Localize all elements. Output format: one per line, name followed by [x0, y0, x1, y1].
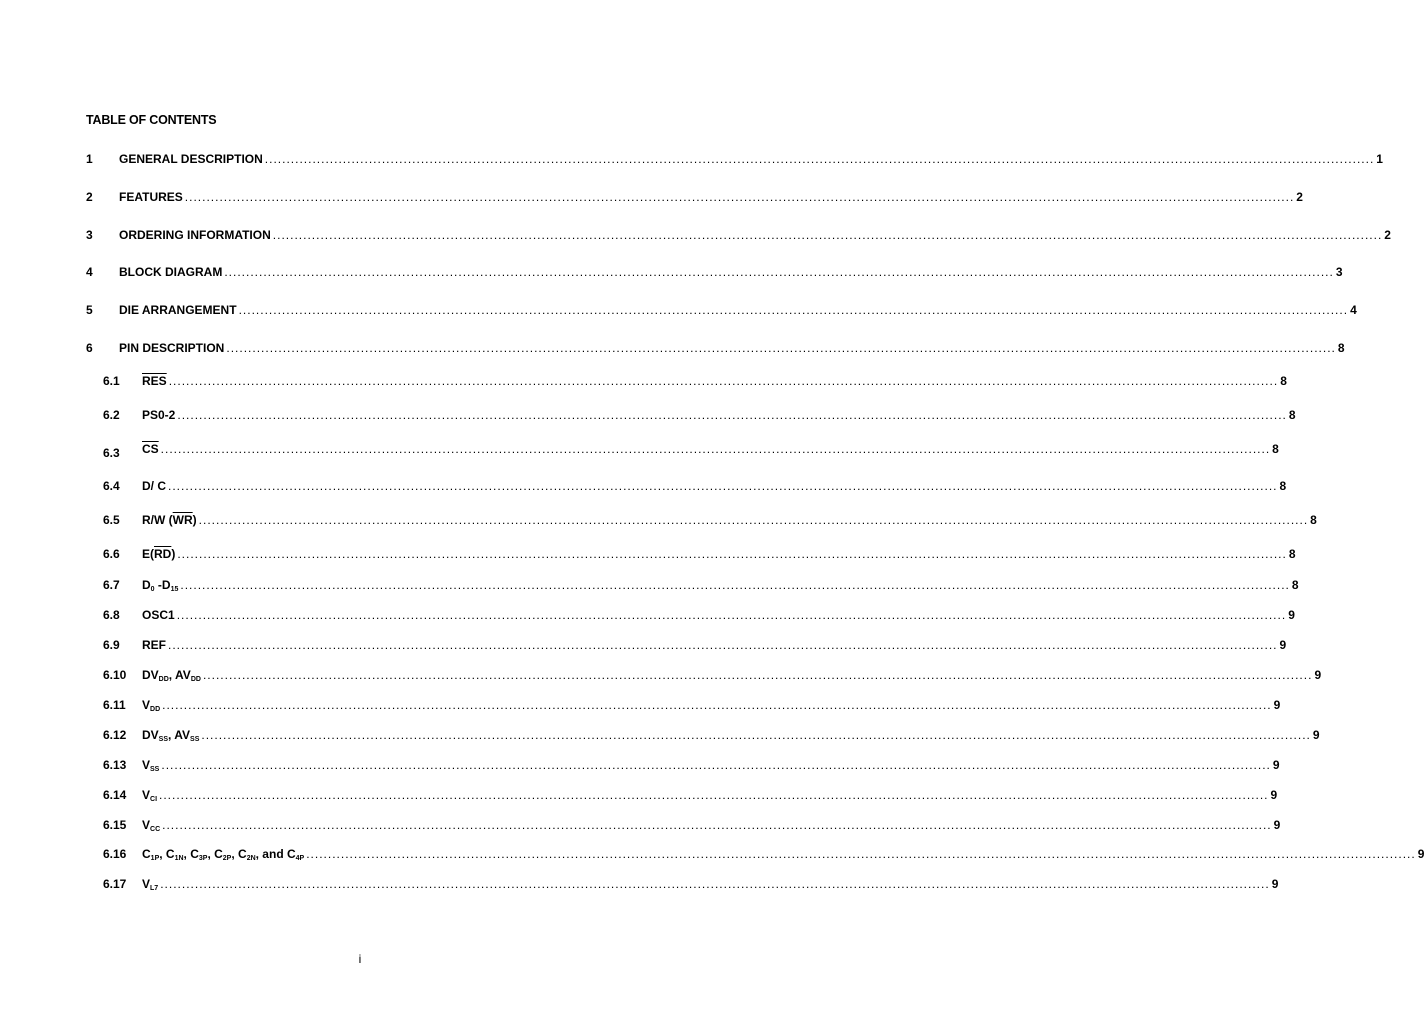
subscript: DD	[150, 706, 161, 713]
entry-number: 6.15	[103, 818, 127, 832]
entry-page: 1	[1376, 152, 1383, 166]
entry-number: 1	[86, 152, 93, 166]
toc-entry-6-14[interactable]	[103, 784, 1278, 803]
label-text: V	[142, 818, 151, 832]
dot-leader: ................................................................................................................................................................................................................................................................	[168, 479, 1278, 493]
label-text: , C	[183, 847, 199, 861]
toc-entry-6-3[interactable]	[103, 438, 1279, 460]
dot-leader: ................................................................................................................................................................................................................................................................	[306, 847, 1416, 861]
label-text: C	[142, 847, 151, 861]
label-text: , C	[207, 847, 223, 861]
dot-leader: ................................................................................................................................................................................................................................................................	[177, 408, 1287, 422]
toc-entry-6-12[interactable]	[103, 724, 1320, 743]
entry-page: 8	[1288, 408, 1296, 422]
entry-page: 2	[1384, 228, 1391, 242]
dot-leader: ................................................................................................................................................................................................................................................................	[176, 608, 1287, 622]
entry-label	[142, 547, 175, 561]
dot-leader: ................................................................................................................................................................................................................................................................	[159, 788, 1269, 802]
subscript: 15	[170, 586, 179, 593]
entry-number: 3	[86, 228, 93, 242]
entry-page: 9	[1288, 608, 1295, 622]
dot-leader: ................................................................................................................................................................................................................................................................	[226, 341, 1336, 355]
entry-label: FEATURES	[119, 190, 183, 204]
subscript: DD	[158, 676, 169, 683]
toc-entry-6-4[interactable]	[103, 475, 1287, 493]
toc-entry-6-9[interactable]	[103, 634, 1287, 652]
dot-leader: ................................................................................................................................................................................................................................................................	[168, 638, 1278, 652]
entry-label	[142, 698, 160, 712]
label-text: V	[142, 758, 151, 772]
entry-page: 9	[1273, 698, 1281, 712]
entry-label: ORDERING INFORMATION	[119, 228, 271, 242]
subscript: 4P	[295, 855, 305, 862]
label-text: V	[142, 698, 151, 712]
entry-number: 6.2	[103, 408, 120, 422]
page-number-footer: i	[358, 952, 362, 966]
toc-entry-6-11[interactable]	[103, 694, 1281, 713]
toc-entry-4[interactable]	[86, 261, 1343, 279]
subscript: SS	[190, 736, 200, 743]
entry-label	[142, 758, 159, 772]
subscript: 3P	[198, 855, 208, 862]
entry-number: 5	[86, 303, 93, 317]
dot-leader: ................................................................................................................................................................................................................................................................	[162, 698, 1272, 712]
dot-leader: ................................................................................................................................................................................................................................................................	[180, 578, 1290, 592]
entry-label	[142, 638, 166, 652]
dot-leader: ................................................................................................................................................................................................................................................................	[224, 265, 1334, 279]
entry-number: 6.8	[103, 608, 120, 622]
entry-label	[142, 877, 158, 891]
subscript: SS	[158, 736, 169, 743]
dot-leader: ................................................................................................................................................................................................................................................................	[238, 303, 1349, 317]
label-text: D/ C	[142, 479, 166, 493]
toc-entry-6-1[interactable]	[103, 370, 1287, 388]
entry-page: 9	[1272, 758, 1280, 772]
entry-number: 6.10	[103, 668, 127, 682]
entry-page: 8	[1279, 479, 1287, 493]
entry-page: 8	[1280, 374, 1287, 388]
entry-number: 6.3	[103, 446, 120, 460]
entry-label	[142, 442, 159, 456]
entry-label	[142, 374, 167, 388]
label-text: PS0-2	[142, 408, 176, 422]
dot-leader: ................................................................................................................................................................................................................................................................	[264, 152, 1375, 166]
label-text: )	[171, 547, 176, 561]
label-text: , C	[159, 847, 175, 861]
subscript: 2N	[246, 855, 256, 862]
subscript: 1N	[174, 855, 184, 862]
toc-entry-1[interactable]	[86, 148, 1383, 166]
entry-label: DIE ARRANGEMENT	[119, 303, 237, 317]
toc-entry-6-8[interactable]	[103, 604, 1295, 622]
entry-number: 6.14	[103, 788, 127, 802]
label-text: )	[192, 513, 197, 527]
entry-number: 4	[86, 265, 93, 279]
subscript: L7	[150, 885, 159, 892]
entry-page: 9	[1417, 847, 1424, 861]
entry-label: PIN DESCRIPTION	[119, 341, 225, 355]
label-text: REF	[142, 638, 166, 652]
dot-leader: ................................................................................................................................................................................................................................................................	[162, 818, 1272, 832]
entry-label	[142, 513, 197, 527]
entry-label	[142, 608, 175, 622]
overline-signal: $\overline{WR}$	[172, 513, 193, 527]
toc-entry-6-2[interactable]	[103, 404, 1296, 422]
subscript: 2P	[222, 855, 232, 862]
toc-entry-6-5[interactable]	[103, 509, 1317, 527]
entry-label	[142, 818, 160, 832]
entry-number: 6.17	[103, 877, 127, 891]
toc-entry-6-17[interactable]	[103, 873, 1279, 892]
dot-leader: ................................................................................................................................................................................................................................................................	[160, 877, 1270, 891]
toc-entry-6-15[interactable]	[103, 814, 1281, 833]
dot-leader: ................................................................................................................................................................................................................................................................	[161, 758, 1271, 772]
entry-number: 6.12	[103, 728, 127, 742]
entry-number: 6.7	[103, 578, 120, 592]
entry-number: 2	[86, 190, 93, 204]
subscript: CI	[150, 796, 158, 803]
overline-signal: $\overline{RES}$	[142, 374, 167, 388]
subscript: 1P	[150, 855, 160, 862]
entry-label	[142, 788, 157, 802]
entry-label	[142, 668, 201, 682]
toc-entry-6-13[interactable]	[103, 754, 1280, 773]
label-text: V	[142, 788, 151, 802]
label-text: , AV	[168, 728, 191, 742]
entry-number: 6.11	[103, 698, 126, 712]
entry-page: 2	[1296, 190, 1303, 204]
entry-number: 6.1	[103, 374, 120, 388]
toc-entry-3[interactable]	[86, 224, 1391, 242]
entry-page: 9	[1270, 788, 1278, 802]
toc-title: TABLE OF CONTENTS	[86, 113, 217, 127]
entry-number: 6.9	[103, 638, 120, 652]
toc-entry-6[interactable]	[86, 337, 1345, 355]
entry-number: 6.16	[103, 847, 127, 861]
entry-label	[142, 578, 178, 592]
toc-entry-2[interactable]	[86, 186, 1303, 204]
entry-label	[142, 728, 199, 742]
label-text: DV	[142, 668, 159, 682]
dot-leader: ................................................................................................................................................................................................................................................................	[202, 668, 1313, 682]
entry-page: 9	[1314, 668, 1322, 682]
entry-label: BLOCK DIAGRAM	[119, 265, 223, 279]
dot-leader: ................................................................................................................................................................................................................................................................	[201, 728, 1311, 742]
entry-page: 8	[1288, 547, 1296, 561]
dot-leader: ................................................................................................................................................................................................................................................................	[272, 228, 1383, 242]
entry-number: 6	[86, 341, 93, 355]
entry-page: 9	[1312, 728, 1320, 742]
overline-signal: $\overline{CS}$	[142, 442, 159, 456]
entry-label	[142, 479, 166, 493]
entry-page: 3	[1335, 265, 1343, 279]
label-text: D	[142, 578, 151, 592]
toc-entry-6-10[interactable]	[103, 664, 1322, 683]
toc-entry-6-7[interactable]	[103, 574, 1299, 593]
entry-page: 8	[1337, 341, 1345, 355]
toc-entry-6-16[interactable]	[103, 843, 1424, 862]
label-text: , and C	[255, 847, 296, 861]
label-text: -D	[154, 578, 171, 592]
label-text: E(	[142, 547, 154, 561]
label-text: DV	[142, 728, 159, 742]
entry-page: 9	[1273, 818, 1281, 832]
label-text: R/W (	[142, 513, 173, 527]
entry-number: 6.13	[103, 758, 127, 772]
entry-label: GENERAL DESCRIPTION	[119, 152, 263, 166]
entry-page: 9	[1279, 638, 1287, 652]
entry-label	[142, 408, 175, 422]
entry-page: 8	[1310, 513, 1317, 527]
dot-leader: ................................................................................................................................................................................................................................................................	[160, 442, 1271, 456]
dot-leader: ................................................................................................................................................................................................................................................................	[168, 374, 1279, 388]
label-text: , AV	[168, 668, 191, 682]
dot-leader: ................................................................................................................................................................................................................................................................	[177, 547, 1287, 561]
entry-page: 9	[1271, 877, 1279, 891]
dot-leader: ................................................................................................................................................................................................................................................................	[184, 190, 1295, 204]
subscript: CC	[150, 826, 161, 833]
label-text: OSC1	[142, 608, 175, 622]
subscript: SS	[150, 766, 160, 773]
toc-entry-5[interactable]	[86, 299, 1357, 317]
entry-number: 6.5	[103, 513, 120, 527]
subscript: DD	[190, 676, 201, 683]
overline-signal: $\overline{RD}$	[154, 547, 172, 561]
toc-entry-6-6[interactable]	[103, 543, 1296, 561]
label-text: , C	[231, 847, 247, 861]
entry-number: 6.4	[103, 479, 120, 493]
entry-page: 8	[1291, 578, 1299, 592]
entry-number: 6.6	[103, 547, 120, 561]
entry-label	[142, 847, 304, 861]
entry-page: 4	[1350, 303, 1357, 317]
label-text: V	[142, 877, 151, 891]
subscript: 0	[150, 586, 155, 593]
dot-leader: ................................................................................................................................................................................................................................................................	[198, 513, 1309, 527]
entry-page: 8	[1272, 442, 1279, 456]
